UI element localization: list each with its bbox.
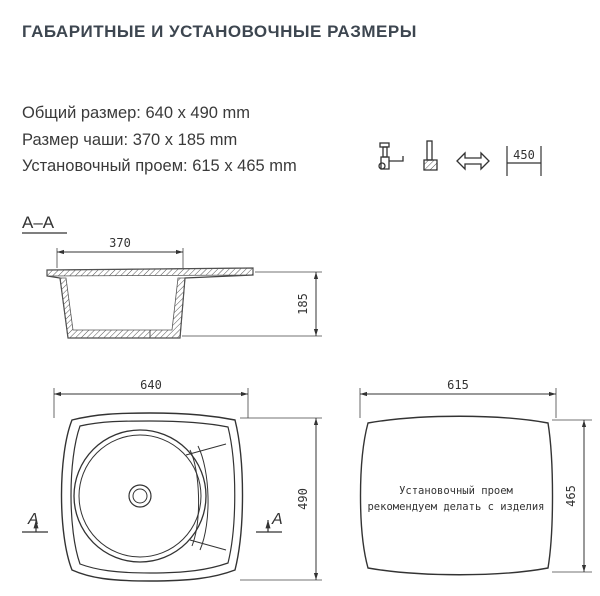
reversible-arrow-icon (457, 153, 489, 169)
cutout-view (360, 378, 592, 575)
sink-top-view (22, 378, 322, 581)
section-label: А–А (22, 213, 55, 232)
section-width-value: 370 (109, 236, 131, 250)
cut-mark-left: А (28, 511, 39, 528)
mixer-icon (424, 141, 437, 170)
cutout-note-line1: Установочный проем (399, 485, 513, 497)
cabinet-size-icon (507, 146, 541, 176)
page-title: ГАБАРИТНЫЕ И УСТАНОВОЧНЫЕ РАЗМЕРЫ (22, 22, 417, 41)
spec-cutout-size: Установочный проем: 615 x 465 mm (22, 157, 297, 175)
top-height-value: 490 (296, 488, 310, 510)
cutout-width-value: 615 (447, 378, 469, 392)
cutout-note-line2: рекомендуем делать с изделия (367, 501, 545, 513)
cabinet-size-value: 450 (513, 148, 535, 162)
top-width-value: 640 (140, 378, 162, 392)
siphon-icon (379, 143, 403, 169)
cutout-height-value: 465 (564, 485, 578, 507)
section-profile (47, 236, 322, 338)
cut-mark-right: А (272, 511, 283, 528)
spec-bowl-size: Размер чаши: 370 x 185 mm (22, 131, 238, 149)
section-depth-value: 185 (296, 293, 310, 315)
spec-overall-size: Общий размер: 640 x 490 mm (22, 104, 251, 122)
